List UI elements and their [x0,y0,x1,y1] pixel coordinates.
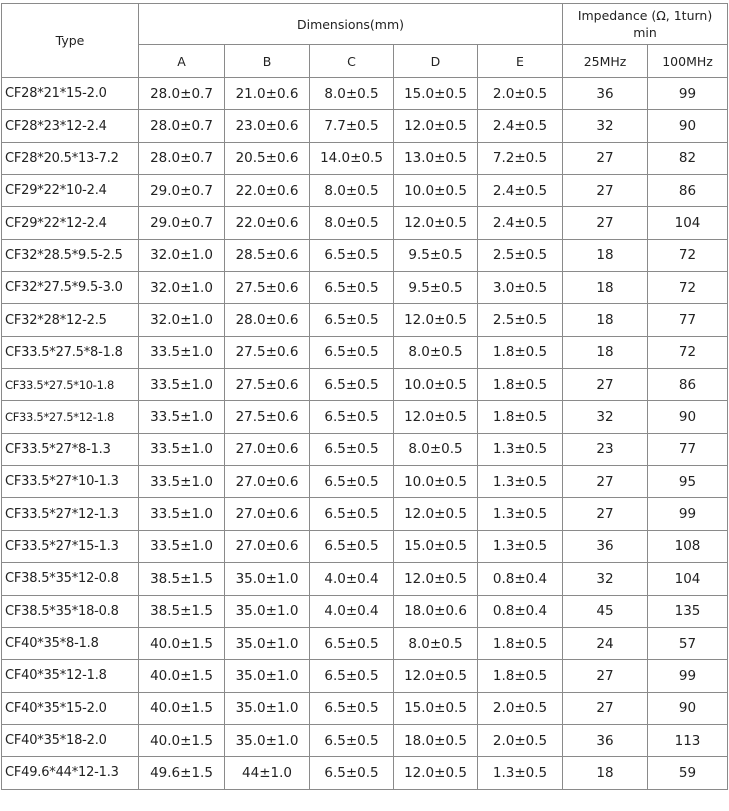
value-cell-a: 33.5±1.0 [139,466,225,498]
value-cell-f100: 86 [648,369,728,401]
value-cell-b: 22.0±0.6 [225,207,310,239]
value-cell-a: 28.0±0.7 [139,78,225,110]
value-cell-f25: 36 [563,78,648,110]
value-cell-c: 8.0±0.5 [310,78,394,110]
value-cell-d: 15.0±0.5 [394,530,478,562]
value-cell-f100: 90 [648,692,728,724]
table-row [2,272,728,304]
value-cell-c: 6.5±0.5 [310,530,394,562]
value-cell-f100: 99 [648,498,728,530]
type-cell: CF49.6*44*12-1.3 [2,757,139,789]
col-a-header: A [139,45,225,78]
impedance-header [563,4,728,45]
table-row [2,207,728,239]
value-cell-b: 35.0±1.0 [225,660,310,692]
value-cell-a: 40.0±1.5 [139,627,225,659]
table-row [2,110,728,142]
table-row [2,336,728,368]
table-body [2,78,728,790]
value-cell-f25: 18 [563,757,648,789]
value-cell-d: 8.0±0.5 [394,336,478,368]
table-row [2,627,728,659]
type-cell: CF29*22*10-2.4 [2,175,139,207]
value-cell-e: 0.8±0.4 [478,563,563,595]
type-cell: CF33.5*27*12-1.3 [2,498,139,530]
type-header: Type [2,4,139,78]
type-cell: CF28*21*15-2.0 [2,78,139,110]
value-cell-d: 8.0±0.5 [394,433,478,465]
value-cell-e: 2.4±0.5 [478,175,563,207]
value-cell-c: 6.5±0.5 [310,498,394,530]
value-cell-c: 4.0±0.4 [310,563,394,595]
value-cell-f25: 32 [563,110,648,142]
value-cell-b: 21.0±0.6 [225,78,310,110]
value-cell-e: 1.3±0.5 [478,498,563,530]
value-cell-d: 15.0±0.5 [394,78,478,110]
col-e-header: E [478,45,563,78]
type-cell: CF40*35*15-2.0 [2,692,139,724]
value-cell-e: 3.0±0.5 [478,272,563,304]
value-cell-f25: 27 [563,142,648,174]
value-cell-b: 44±1.0 [225,757,310,789]
table-row [2,369,728,401]
type-cell: CF32*27.5*9.5-3.0 [2,272,139,304]
value-cell-c: 6.5±0.5 [310,272,394,304]
type-cell: CF33.5*27.5*10-1.8 [2,369,139,401]
table-row [2,530,728,562]
table-row [2,401,728,433]
value-cell-f100: 99 [648,660,728,692]
value-cell-d: 10.0±0.5 [394,369,478,401]
value-cell-d: 13.0±0.5 [394,142,478,174]
table-row [2,78,728,110]
table-row [2,239,728,271]
value-cell-a: 33.5±1.0 [139,369,225,401]
value-cell-d: 15.0±0.5 [394,692,478,724]
value-cell-c: 6.5±0.5 [310,724,394,756]
value-cell-a: 32.0±1.0 [139,239,225,271]
value-cell-e: 1.8±0.5 [478,627,563,659]
value-cell-e: 2.4±0.5 [478,110,563,142]
value-cell-e: 7.2±0.5 [478,142,563,174]
value-cell-b: 20.5±0.6 [225,142,310,174]
value-cell-b: 27.5±0.6 [225,336,310,368]
value-cell-d: 12.0±0.5 [394,757,478,789]
value-cell-a: 40.0±1.5 [139,660,225,692]
value-cell-b: 28.0±0.6 [225,304,310,336]
value-cell-a: 49.6±1.5 [139,757,225,789]
type-cell: CF33.5*27.5*12-1.8 [2,401,139,433]
value-cell-d: 12.0±0.5 [394,498,478,530]
value-cell-c: 6.5±0.5 [310,692,394,724]
value-cell-a: 40.0±1.5 [139,692,225,724]
value-cell-a: 29.0±0.7 [139,175,225,207]
col-100mhz-header: 100MHz [648,45,728,78]
value-cell-f100: 99 [648,78,728,110]
value-cell-b: 23.0±0.6 [225,110,310,142]
value-cell-d: 12.0±0.5 [394,401,478,433]
value-cell-f100: 86 [648,175,728,207]
value-cell-a: 29.0±0.7 [139,207,225,239]
col-25mhz-header: 25MHz [563,45,648,78]
type-cell: CF33.5*27*10-1.3 [2,466,139,498]
value-cell-e: 0.8±0.4 [478,595,563,627]
value-cell-f25: 36 [563,530,648,562]
value-cell-f100: 57 [648,627,728,659]
value-cell-f25: 23 [563,433,648,465]
value-cell-c: 6.5±0.5 [310,336,394,368]
value-cell-f25: 24 [563,627,648,659]
type-cell: CF40*35*18-2.0 [2,724,139,756]
table-row [2,724,728,756]
value-cell-a: 32.0±1.0 [139,304,225,336]
value-cell-e: 1.8±0.5 [478,401,563,433]
value-cell-f25: 27 [563,692,648,724]
value-cell-d: 9.5±0.5 [394,272,478,304]
value-cell-f25: 27 [563,207,648,239]
value-cell-f100: 108 [648,530,728,562]
value-cell-f25: 18 [563,239,648,271]
value-cell-c: 6.5±0.5 [310,401,394,433]
type-cell: CF32*28.5*9.5-2.5 [2,239,139,271]
type-cell: CF33.5*27*15-1.3 [2,530,139,562]
value-cell-a: 33.5±1.0 [139,336,225,368]
table-header [2,4,728,78]
value-cell-e: 1.8±0.5 [478,660,563,692]
value-cell-f100: 72 [648,336,728,368]
table-row [2,563,728,595]
value-cell-a: 32.0±1.0 [139,272,225,304]
value-cell-e: 1.3±0.5 [478,433,563,465]
value-cell-d: 12.0±0.5 [394,563,478,595]
value-cell-b: 27.5±0.6 [225,369,310,401]
value-cell-f25: 18 [563,336,648,368]
value-cell-c: 8.0±0.5 [310,207,394,239]
value-cell-e: 2.0±0.5 [478,692,563,724]
value-cell-b: 27.5±0.6 [225,272,310,304]
value-cell-d: 12.0±0.5 [394,110,478,142]
table-row [2,595,728,627]
type-cell: CF40*35*12-1.8 [2,660,139,692]
value-cell-a: 28.0±0.7 [139,142,225,174]
value-cell-f25: 27 [563,369,648,401]
value-cell-a: 33.5±1.0 [139,401,225,433]
value-cell-b: 35.0±1.0 [225,692,310,724]
value-cell-b: 22.0±0.6 [225,175,310,207]
value-cell-e: 2.0±0.5 [478,78,563,110]
value-cell-a: 33.5±1.0 [139,498,225,530]
value-cell-d: 18.0±0.6 [394,595,478,627]
value-cell-c: 6.5±0.5 [310,304,394,336]
spec-table [1,3,728,790]
value-cell-f25: 45 [563,595,648,627]
col-c-header: C [310,45,394,78]
value-cell-c: 6.5±0.5 [310,627,394,659]
value-cell-f100: 113 [648,724,728,756]
value-cell-f25: 27 [563,498,648,530]
value-cell-f25: 36 [563,724,648,756]
value-cell-d: 10.0±0.5 [394,466,478,498]
value-cell-e: 1.8±0.5 [478,336,563,368]
value-cell-f100: 59 [648,757,728,789]
col-d-header: D [394,45,478,78]
value-cell-c: 6.5±0.5 [310,369,394,401]
type-cell: CF33.5*27*8-1.3 [2,433,139,465]
value-cell-d: 8.0±0.5 [394,627,478,659]
table-row [2,304,728,336]
value-cell-f25: 27 [563,466,648,498]
value-cell-a: 33.5±1.0 [139,530,225,562]
type-cell: CF40*35*8-1.8 [2,627,139,659]
impedance-subtitle: min [633,25,657,40]
value-cell-f100: 82 [648,142,728,174]
value-cell-f100: 77 [648,433,728,465]
value-cell-e: 1.3±0.5 [478,757,563,789]
value-cell-f25: 32 [563,563,648,595]
value-cell-b: 28.5±0.6 [225,239,310,271]
type-cell: CF33.5*27.5*8-1.8 [2,336,139,368]
value-cell-f100: 104 [648,207,728,239]
table-row [2,466,728,498]
value-cell-f100: 90 [648,110,728,142]
value-cell-f100: 72 [648,239,728,271]
table-row [2,433,728,465]
value-cell-c: 6.5±0.5 [310,466,394,498]
value-cell-f100: 135 [648,595,728,627]
value-cell-c: 6.5±0.5 [310,757,394,789]
value-cell-f100: 72 [648,272,728,304]
value-cell-c: 14.0±0.5 [310,142,394,174]
table-row [2,142,728,174]
value-cell-e: 2.0±0.5 [478,724,563,756]
table-row [2,692,728,724]
value-cell-e: 2.5±0.5 [478,304,563,336]
value-cell-b: 35.0±1.0 [225,627,310,659]
value-cell-d: 12.0±0.5 [394,304,478,336]
type-cell: CF38.5*35*12-0.8 [2,563,139,595]
value-cell-c: 8.0±0.5 [310,175,394,207]
value-cell-b: 35.0±1.0 [225,724,310,756]
type-cell: CF29*22*12-2.4 [2,207,139,239]
value-cell-f100: 90 [648,401,728,433]
dimensions-header: Dimensions(mm) [139,4,563,45]
value-cell-e: 1.3±0.5 [478,466,563,498]
table-row [2,498,728,530]
table-row [2,757,728,789]
value-cell-b: 27.0±0.6 [225,433,310,465]
value-cell-c: 6.5±0.5 [310,660,394,692]
value-cell-f25: 27 [563,175,648,207]
value-cell-c: 7.7±0.5 [310,110,394,142]
type-cell: CF38.5*35*18-0.8 [2,595,139,627]
value-cell-b: 35.0±1.0 [225,563,310,595]
value-cell-e: 2.5±0.5 [478,239,563,271]
value-cell-b: 27.0±0.6 [225,498,310,530]
value-cell-e: 1.8±0.5 [478,369,563,401]
value-cell-b: 27.5±0.6 [225,401,310,433]
value-cell-a: 38.5±1.5 [139,595,225,627]
value-cell-b: 35.0±1.0 [225,595,310,627]
value-cell-e: 1.3±0.5 [478,530,563,562]
value-cell-d: 10.0±0.5 [394,175,478,207]
type-cell: CF28*20.5*13-7.2 [2,142,139,174]
value-cell-f25: 32 [563,401,648,433]
type-cell: CF32*28*12-2.5 [2,304,139,336]
value-cell-c: 6.5±0.5 [310,239,394,271]
table-row [2,660,728,692]
table-row [2,175,728,207]
value-cell-b: 27.0±0.6 [225,530,310,562]
value-cell-d: 12.0±0.5 [394,207,478,239]
value-cell-f25: 18 [563,272,648,304]
value-cell-a: 38.5±1.5 [139,563,225,595]
value-cell-c: 6.5±0.5 [310,433,394,465]
col-b-header: B [225,45,310,78]
value-cell-b: 27.0±0.6 [225,466,310,498]
value-cell-f25: 27 [563,660,648,692]
value-cell-a: 33.5±1.0 [139,433,225,465]
value-cell-f100: 104 [648,563,728,595]
type-cell: CF28*23*12-2.4 [2,110,139,142]
value-cell-d: 12.0±0.5 [394,660,478,692]
value-cell-f25: 18 [563,304,648,336]
value-cell-c: 4.0±0.4 [310,595,394,627]
value-cell-a: 40.0±1.5 [139,724,225,756]
impedance-title: Impedance (Ω, 1turn) [577,8,713,23]
value-cell-d: 9.5±0.5 [394,239,478,271]
value-cell-d: 18.0±0.5 [394,724,478,756]
value-cell-f100: 77 [648,304,728,336]
value-cell-a: 28.0±0.7 [139,110,225,142]
value-cell-e: 2.4±0.5 [478,207,563,239]
value-cell-f100: 95 [648,466,728,498]
